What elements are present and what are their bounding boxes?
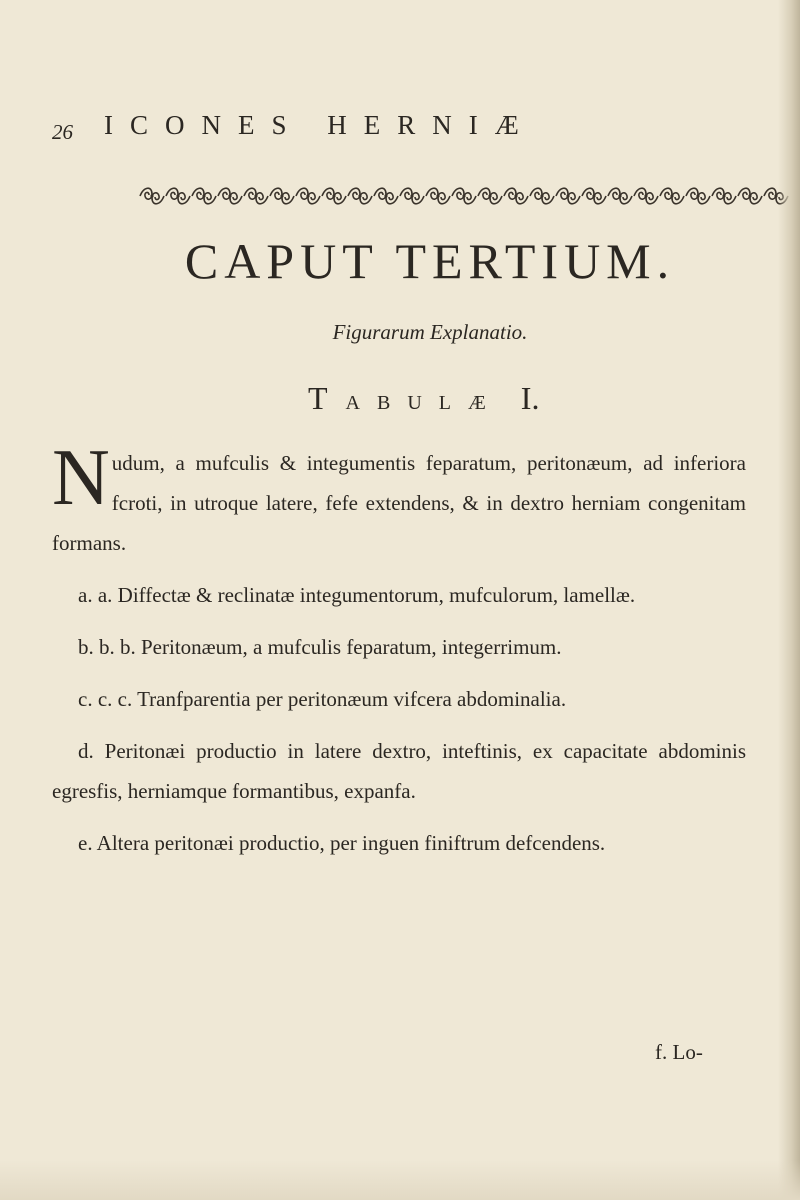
page-bottom-shadow xyxy=(0,1160,800,1200)
table-title-numeral: I. xyxy=(520,380,540,416)
figure-item-d xyxy=(52,731,746,811)
running-header xyxy=(52,110,752,146)
subtitle: Figurarum Explanatio. xyxy=(332,320,528,344)
item-text: Peritonæi productio in latere dextro, inteftinis, ex capacitate abdominis egresfis, herniamque formantibus, expanfa. xyxy=(52,739,747,803)
running-title: ICONES HERNIÆ xyxy=(104,110,536,140)
page-edge-shadow xyxy=(778,0,800,1200)
figure-item-a xyxy=(52,575,746,615)
table-title-rest: ABULÆ xyxy=(345,392,503,414)
item-label: d. xyxy=(78,739,94,763)
intro-paragraph xyxy=(52,434,746,563)
figure-item-e xyxy=(52,823,746,863)
explanation-text xyxy=(52,434,747,875)
table-title-initial: T xyxy=(308,380,346,416)
drop-cap: N xyxy=(52,434,110,522)
figure-item-b xyxy=(52,627,746,667)
item-label: c. c. c. xyxy=(78,687,133,711)
table-title xyxy=(308,380,539,417)
item-label: b. b. b. xyxy=(78,635,136,659)
page-number: 26 xyxy=(52,120,73,144)
figure-item-c xyxy=(52,679,746,719)
item-text: Peritonæum, a mufculis feparatum, integerrimum. xyxy=(141,635,562,659)
floral-border-icon xyxy=(138,183,790,209)
item-text: Diffectæ & reclinatæ integumentorum, mufculorum, lamellæ. xyxy=(117,583,636,607)
item-label: a. a. xyxy=(78,583,113,607)
item-label: e. xyxy=(78,831,93,855)
item-text: Tranfparentia per peritonæum vifcera abdominalia. xyxy=(137,687,567,711)
item-text: Altera peritonæi productio, per inguen finiftrum defcendens. xyxy=(96,831,606,855)
catchword: f. Lo- xyxy=(655,1040,703,1064)
intro-text: udum, a mufculis & integumentis feparatum, peritonæum, ad inferiora fcroti, in utroque latere, fefe extendens, & in dextro herniam congenitam formans. xyxy=(52,451,746,555)
chapter-title: CAPUT TERTIUM. xyxy=(184,233,676,289)
